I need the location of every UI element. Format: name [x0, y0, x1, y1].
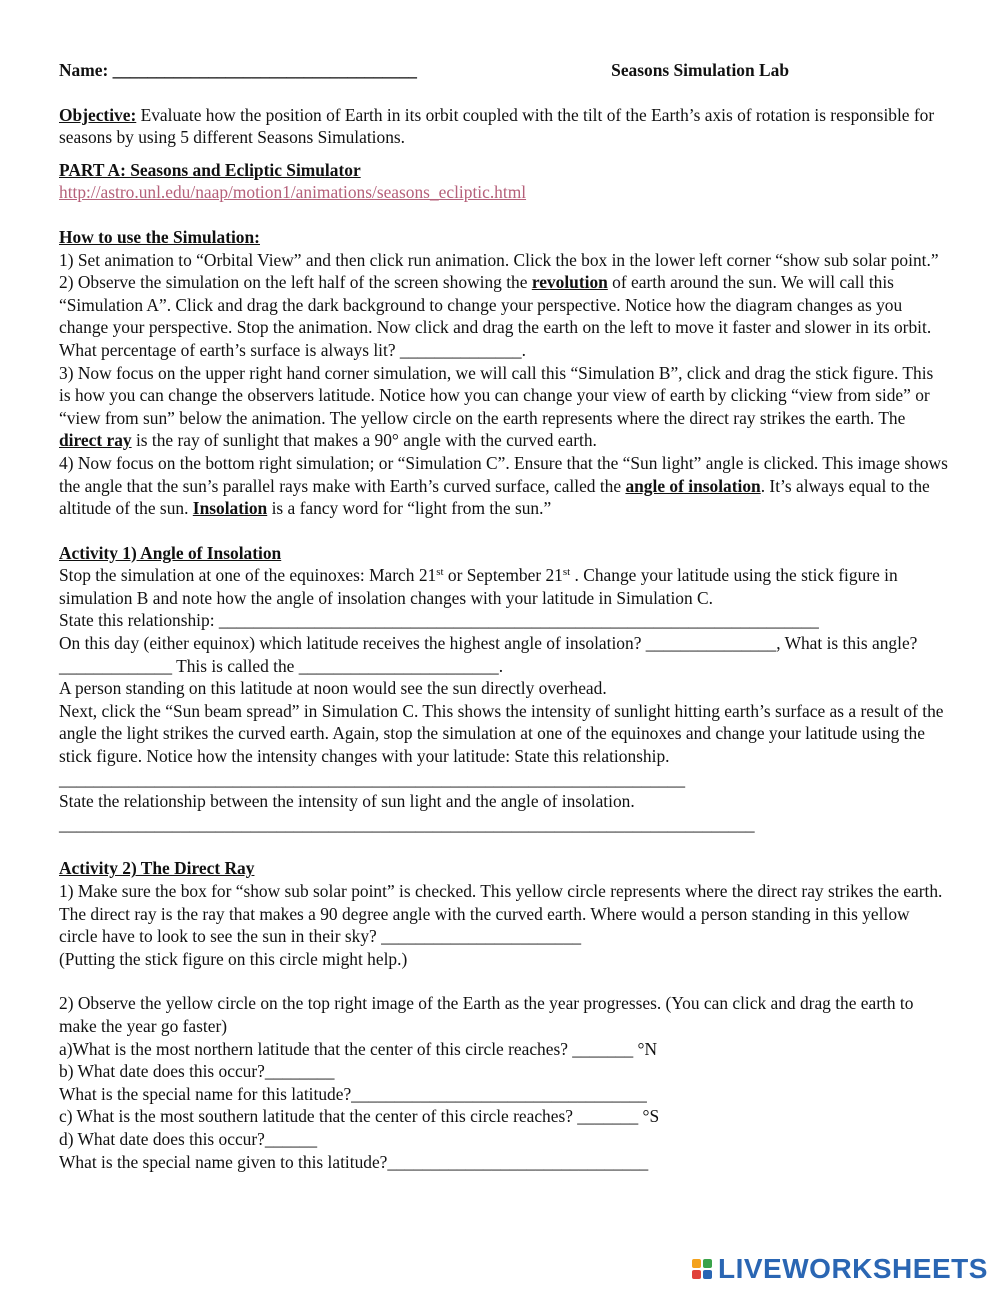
objective-paragraph — [59, 104, 949, 149]
step4-text-b: . It’s always equal to the altitude of the sun. — [59, 475, 930, 519]
activity-2-question-1[interactable]: 1) Make sure the box for “show sub solar point” is checked. This yellow circle represents where the direct ray strikes the earth. The direct ray is the ray that makes a 90 degree angle with the curved earth. Where would a person standing in this yellow circle have to look to see the sun in their sky? _______________________ — [59, 881, 943, 947]
activity-1-paragraph-1 — [59, 564, 949, 609]
liveworksheets-logo — [692, 1254, 988, 1284]
part-a-heading: PART A: Seasons and Ecliptic Simulator — [59, 159, 361, 180]
name-label: Name: — [59, 60, 109, 80]
activity-1-heading: Activity 1) Angle of Insolation — [59, 542, 282, 563]
header-row — [59, 59, 789, 82]
activity-1-paragraph-2[interactable]: On this day (either equinox) which latitude receives the highest angle of insolation? _______________, What is this angle? _____________ This is called the _______________________. — [59, 633, 918, 676]
intensity-answer-line[interactable]: ________________________________________________________________________________ — [59, 813, 755, 834]
how-to-step-2 — [59, 271, 949, 361]
logo-square-2 — [703, 1259, 712, 1268]
logo-grid-icon — [692, 1259, 712, 1279]
activity-2-note: (Putting the stick figure on this circle might help.) — [59, 948, 408, 969]
activity-1-paragraph-5: State the relationship between the intensity of sun light and the angle of insolation. — [59, 791, 635, 812]
activity-1-paragraph-4[interactable]: Next, click the “Sun beam spread” in Simulation C. This shows the intensity of sunlight hitting earth’s surface as a result of the angle the light strikes the curved earth. Again, stop the simulation at one of the equinoxes and change your latitude using the stick figure. Notice how the intensity changes with your latitude: State this relationship. ________________________________________________________________________ — [59, 700, 944, 789]
simulator-link[interactable]: http://astro.unl.edu/naap/motion1/animations/seasons_ecliptic.html — [59, 182, 527, 203]
how-to-step-4 — [59, 452, 949, 520]
term-direct-ray: direct ray — [59, 430, 132, 451]
question-2b[interactable]: b) What date does this occur?________ — [59, 1061, 335, 1082]
logo-text: LIVEWORKSHEETS — [718, 1253, 988, 1284]
objective-text: Evaluate how the position of Earth in its orbit coupled with the tilt of the Earth’s axis of rotation is responsible for seasons by using 5 different Seasons Simulations. — [59, 104, 935, 148]
relationship-answer-line[interactable]: State this relationship: _____________________________________________________________________ — [59, 610, 819, 631]
a1-p1-text-a: Stop the simulation at one of the equinoxes: March 21 — [59, 565, 437, 586]
a1-p1-text-b: or September 21 — [443, 565, 563, 586]
worksheet-page — [59, 59, 949, 1173]
activity-2-question-2: 2) Observe the yellow circle on the top right image of the Earth as the year progresses. (You can click and drag the earth to make the year go faster) — [59, 993, 914, 1036]
step4-text-a: 4) Now focus on the bottom right simulation; or “Simulation C”. Ensure that the “Sun light” angle is clicked. This image shows the angle that the sun’s parallel rays make with Earth’s curved surface, called the — [59, 452, 948, 496]
question-2b-name[interactable]: What is the special name for this latitude?__________________________________ — [59, 1083, 647, 1104]
question-2d-name[interactable]: What is the special name given to this latitude?______________________________ — [59, 1151, 649, 1172]
name-blank[interactable]: ___________________________________ — [112, 60, 417, 80]
a1-sup-2: st — [562, 566, 571, 579]
a1-p1-text-c: . Change your latitude using the stick figure in simulation B and note how the angle of insolation changes with your latitude in Simulation C. — [59, 565, 898, 608]
page-title: Seasons Simulation Lab — [611, 60, 789, 80]
question-2c[interactable]: c) What is the most southern latitude that the center of this circle reaches? _______ °S — [59, 1106, 660, 1127]
how-to-heading: How to use the Simulation: — [59, 226, 260, 247]
how-to-step-1: 1) Set animation to “Orbital View” and then click run animation. Click the box in the lower left corner “show sub solar point.” — [59, 249, 939, 270]
step3-text-a: 3) Now focus on the upper right hand corner simulation, we will call this “Simulation B”, click and drag the stick figure. This is how you can change the observers latitude. Notice how you can change your view of earth by clicking “view from side” or “view from sun” below the animation. The yellow circle on the earth represents where the direct ray strikes the earth. The — [59, 362, 934, 428]
term-angle-of-insolation: angle of insolation — [625, 475, 761, 496]
step3-text-b: is the ray of sunlight that makes a 90° angle with the curved earth. — [131, 430, 597, 451]
logo-square-1 — [692, 1259, 701, 1268]
how-to-step-3 — [59, 362, 949, 452]
step4-text-c: is a fancy word for “light from the sun.” — [267, 498, 552, 519]
activity-2-heading: Activity 2) The Direct Ray — [59, 858, 255, 879]
step2-text-b: of earth around the sun. We will call this “Simulation A”. Click and drag the dark background to change your perspective. Notice how the diagram changes as you change your perspective. Stop the animation. Now click and drag the earth on the left to move it faster and slower in its orbit. What percentage of earth’s surface is always lit? ______________. — [59, 272, 932, 360]
logo-square-4 — [703, 1270, 712, 1279]
activity-1-paragraph-3: A person standing on this latitude at noon would see the sun directly overhead. — [59, 678, 607, 699]
logo-square-3 — [692, 1270, 701, 1279]
name-line — [59, 59, 417, 82]
a1-sup-1: st — [436, 566, 444, 579]
question-2d[interactable]: d) What date does this occur?______ — [59, 1128, 318, 1149]
objective-label: Objective: — [59, 104, 137, 125]
term-insolation: Insolation — [192, 498, 268, 519]
question-2a[interactable]: a)What is the most northern latitude that the center of this circle reaches? _______ °N — [59, 1038, 658, 1059]
term-revolution: revolution — [531, 272, 608, 293]
step2-text-a: 2) Observe the simulation on the left half of the screen showing the — [59, 272, 532, 293]
